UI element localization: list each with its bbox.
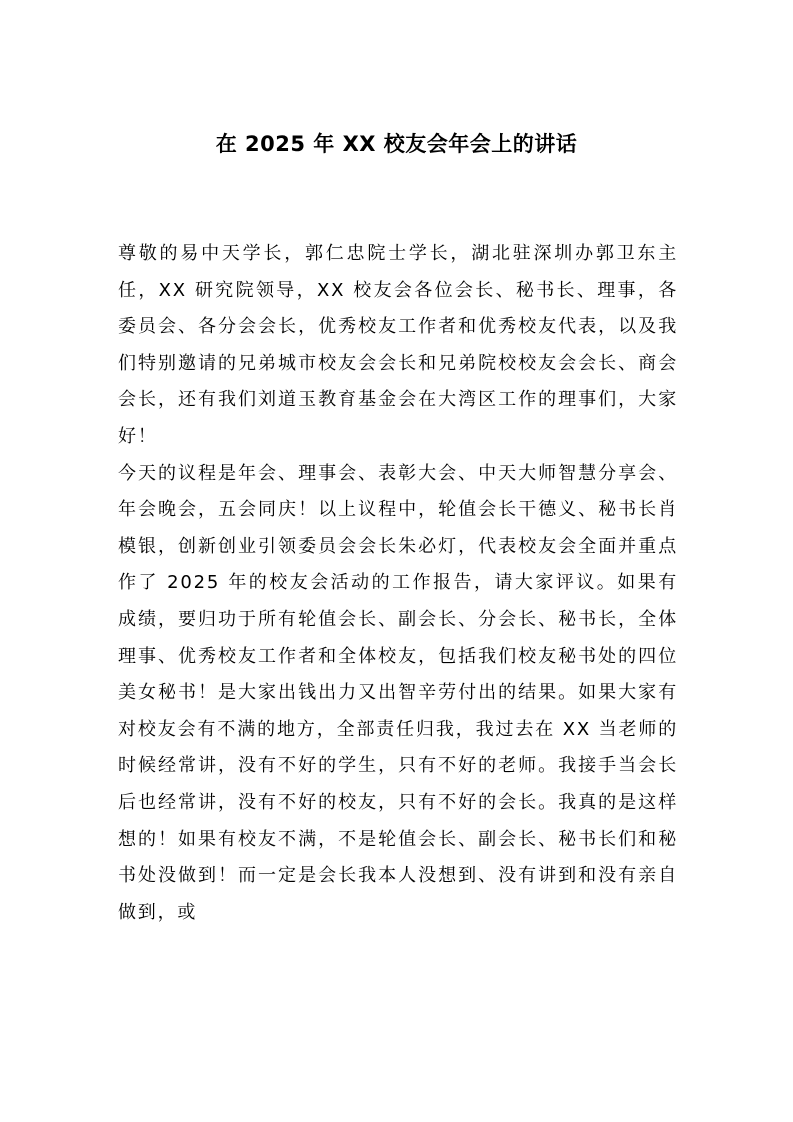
- document-body: [118, 236, 678, 931]
- paragraph-greeting: 尊敬的易中天学长，郭仁忠院士学长，湖北驻深圳办郭卫东主任，XX 研究院领导，XX 校友会各位会长、秘书长、理事，各委员会、各分会会长，优秀校友工作者和优秀校友代表，以及我们特别邀请的兄弟城市校友会会长和兄弟院校校友会会长、商会会长，还有我们刘道玉教育基金会在大湾区工作的理事们，大家好！: [118, 243, 678, 447]
- document-title: 在 2025 年 XX 校友会年会上的讲话: [215, 132, 578, 156]
- paragraph-agenda: 今天的议程是年会、理事会、表彰大会、中天大师智慧分享会、年会晚会，五会同庆！以上议程中，轮值会长干德义、秘书长肖模银，创新创业引领委员会会长朱必灯，代表校友会全面并重点作了 2025 年的校友会活动的工作报告，请大家评议。如果有成绩，要归功于所有轮值会长、副会长、分会长、秘书长，全体理事、优秀校友工作者和全体校友，包括我们校友秘书处的四位美女秘书！是大家出钱出力又出智辛劳付出的结果。如果大家有对校友会有不满的地方，全部责任归我，我过去在 XX 当老师的时候经常讲，没有不好的学生，只有不好的老师。我接手当会长后也经常讲，没有不好的校友，只有不好的会长。我真的是这样想的！如果有校友不满，不是轮值会长、副会长、秘书长们和秘书处没做到！而一定是会长我本人没想到、没有讲到和没有亲自做到，或: [118, 462, 678, 923]
